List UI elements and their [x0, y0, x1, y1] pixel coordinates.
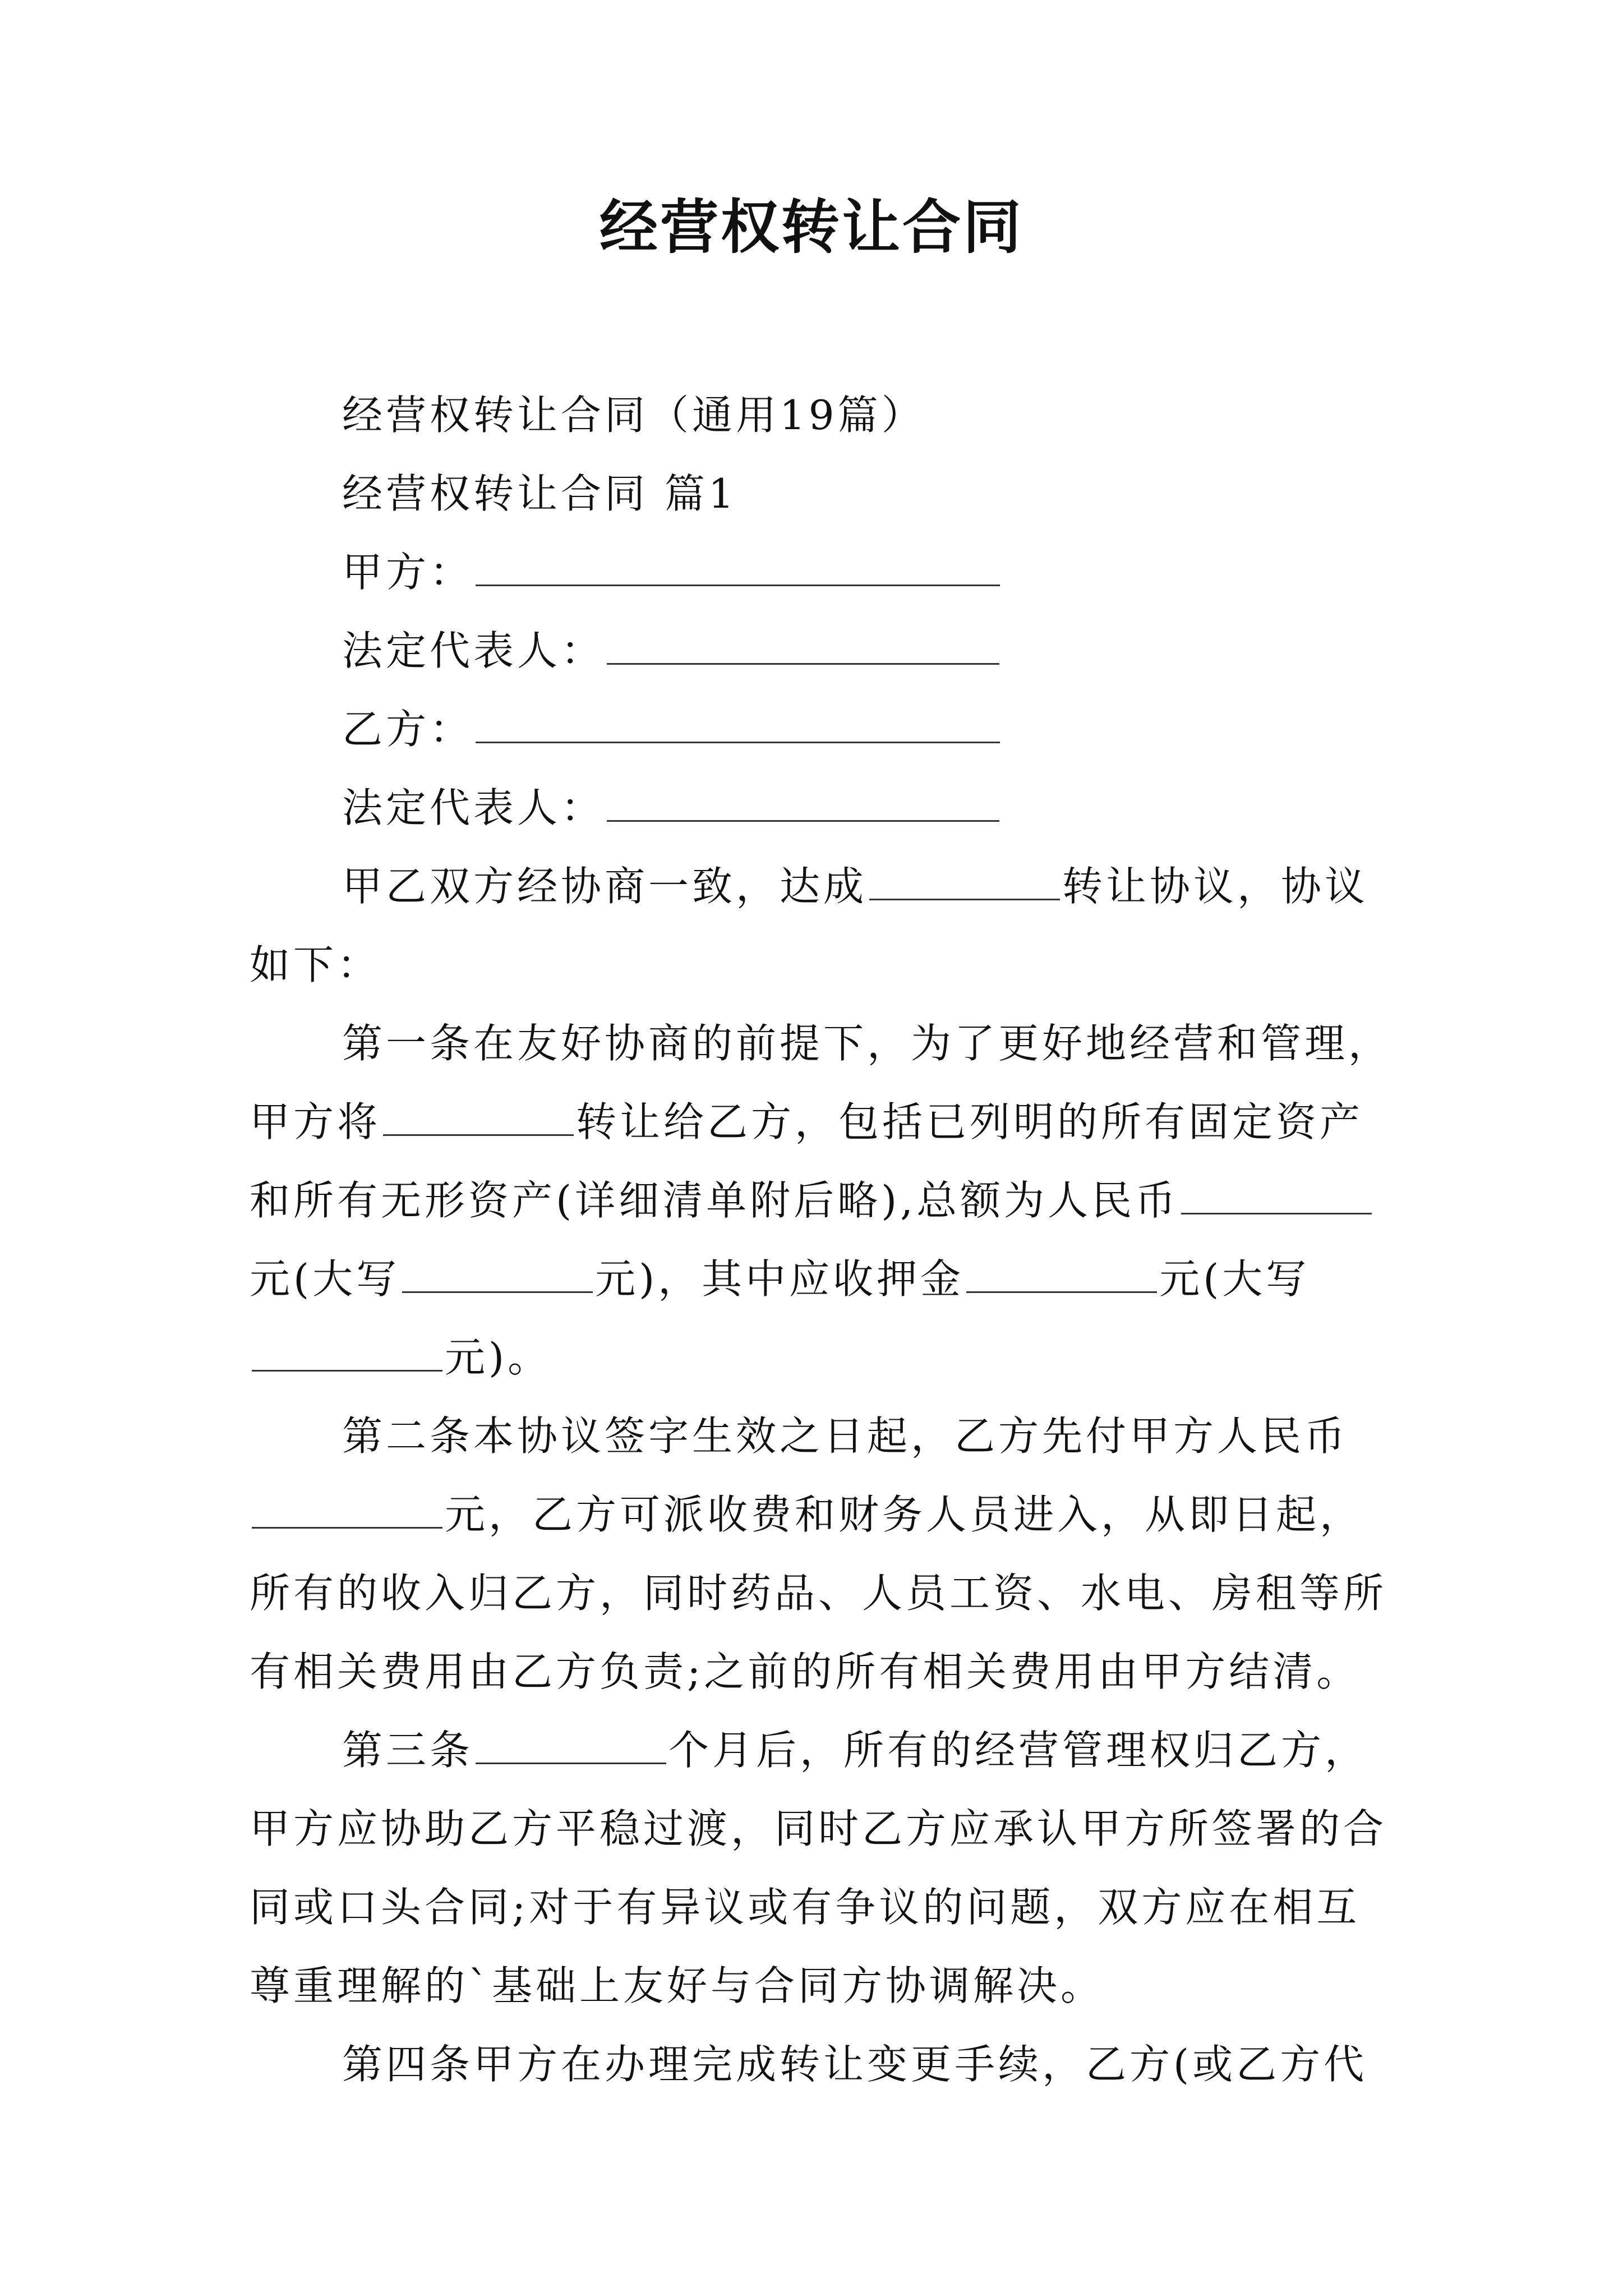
legal-rep-a-label: 法定代表人： — [342, 627, 605, 674]
article-1-text-e: 元)，其中应收押金 — [595, 1255, 965, 1303]
article-1-blank-3 — [402, 1252, 593, 1293]
article-3-text-a: 第三条 — [342, 1727, 474, 1774]
article-4-line-1: 第四条甲方在办理完成转让变更手续，乙方(或乙方代 — [342, 2041, 1368, 2088]
article-1-blank-5 — [252, 1331, 442, 1372]
article-1-line-5 — [250, 1318, 1388, 1397]
intro-line-1 — [250, 847, 1388, 926]
article-1-text-f: 元(大写 — [1159, 1255, 1310, 1303]
intro-text-a: 甲乙双方经协商一致，达成 — [342, 863, 868, 910]
party-b-row — [250, 690, 1388, 769]
article-2-line-2 — [250, 1475, 1388, 1554]
party-a-row — [250, 533, 1388, 611]
legal-rep-b-label: 法定代表人： — [342, 784, 605, 831]
section-title: 经营权转让合同 篇1 — [342, 470, 737, 517]
legal-rep-b-row — [250, 769, 1388, 847]
article-1-text-g: 元)。 — [445, 1334, 552, 1381]
document-subtitle: 经营权转让合同（通用19篇） — [342, 392, 925, 439]
article-3-blank — [476, 1723, 666, 1764]
article-2-line-3: 所有的收入归乙方，同时药品、人员工资、水电、房租等所 — [250, 1570, 1387, 1617]
article-3-line-2: 甲方应协助乙方平稳过渡，同时乙方应承认甲方所签署的合 — [250, 1805, 1387, 1852]
article-3-line-1 — [250, 1711, 1388, 1789]
article-3-line-4: 尊重理解的`基础上友好与合同方协调解决。 — [250, 1962, 1105, 2009]
article-1-text-b: 转让给乙方，包括已列明的所有固定资产 — [576, 1098, 1364, 1145]
intro-line-2: 如下： — [250, 941, 381, 988]
article-1-text-d: 元(大写 — [250, 1255, 400, 1303]
article-1-line-4 — [250, 1240, 1388, 1318]
article-1-text-c: 和所有无形资产(详细清单附后略),总额为人民币 — [250, 1177, 1179, 1224]
party-a-label: 甲方： — [342, 549, 474, 596]
party-b-blank — [476, 702, 1000, 743]
article-2-line-4: 有相关费用由乙方负责;之前的所有相关费用由甲方结清。 — [250, 1648, 1361, 1695]
document-title: 经营权转让合同 — [599, 192, 1023, 261]
intro-blank — [869, 859, 1060, 900]
article-1-line-1: 第一条在友好协商的前提下，为了更好地经营和管理， — [342, 1020, 1393, 1067]
article-3-line-3: 同或口头合同;对于有异议或有争议的问题，双方应在相互 — [250, 1884, 1361, 1931]
legal-rep-a-row — [250, 611, 1388, 690]
article-2-line-1: 第二条本协议签字生效之日起，乙方先付甲方人民币 — [342, 1412, 1349, 1460]
article-1-blank-2 — [1181, 1174, 1372, 1214]
document-body — [250, 376, 1393, 2104]
article-2-text-a: 元，乙方可派收费和财务人员进入，从即日起， — [445, 1491, 1364, 1538]
legal-rep-b-blank — [607, 781, 999, 822]
party-b-label: 乙方： — [342, 706, 474, 753]
article-1-text-a: 甲方将 — [250, 1098, 381, 1145]
article-1-blank-1 — [383, 1095, 574, 1136]
article-3-text-b: 个月后，所有的经营管理权归乙方， — [668, 1727, 1369, 1774]
article-1-blank-4 — [966, 1252, 1157, 1293]
legal-rep-a-blank — [607, 624, 999, 665]
article-1-line-3 — [250, 1161, 1388, 1240]
article-1-line-2 — [250, 1083, 1388, 1161]
article-2-blank — [252, 1488, 442, 1529]
party-a-blank — [476, 545, 1000, 586]
intro-text-b: 转让协议，协议 — [1062, 863, 1369, 910]
